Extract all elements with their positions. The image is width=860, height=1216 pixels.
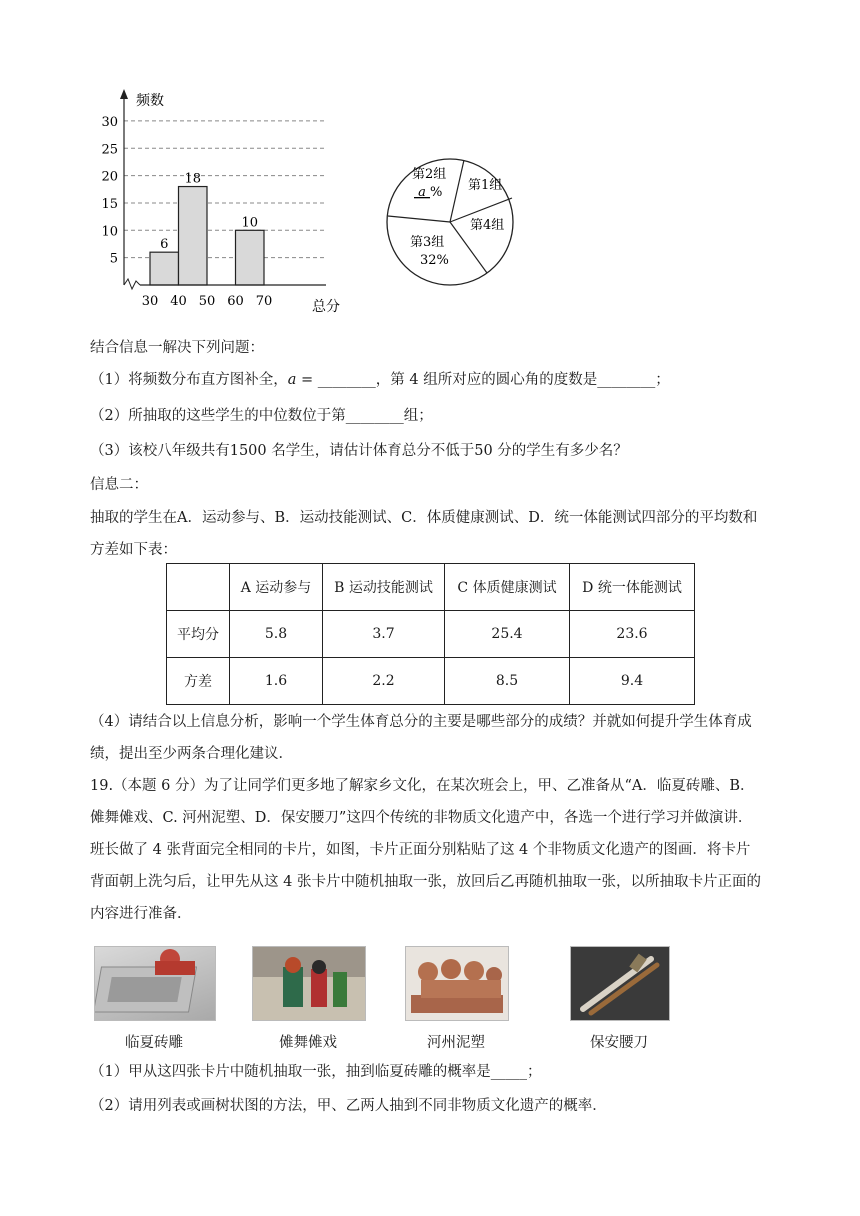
x-tick-label: 60	[227, 294, 244, 309]
table-header-row	[167, 564, 695, 611]
table-header-cell	[167, 564, 230, 611]
pie-slice-label: 第1组	[468, 178, 503, 193]
x-axis-label: 总分	[312, 299, 340, 315]
table-cell: 25.4	[445, 611, 570, 658]
table-cell: 8.5	[445, 658, 570, 705]
table-header-cell: B 运动技能测试	[323, 564, 445, 611]
axis-break-icon	[124, 279, 140, 289]
question-1	[90, 370, 670, 390]
histogram-grid	[124, 121, 326, 258]
table-cell: 2.2	[323, 658, 445, 705]
table-header-cell: A 运动参与	[230, 564, 323, 611]
table-cell: 1.6	[230, 658, 323, 705]
pie-chart	[380, 150, 530, 290]
y-axis-arrow-icon	[120, 89, 128, 99]
histogram-bar	[150, 252, 179, 285]
variable-a: a	[287, 372, 297, 388]
table-cell: 平均分	[167, 611, 230, 658]
bar-value-label: 10	[241, 215, 259, 231]
table-cell: 9.4	[570, 658, 695, 705]
info2-description: 抽取的学生在A．运动参与、B．运动技能测试、C．体质健康测试、D．统一体能测试四部分的平均数和方差如下表：	[90, 510, 758, 558]
image-caption: 保安腰刀	[590, 1035, 648, 1051]
x-tick-label: 50	[198, 294, 216, 309]
pie-slice-label: 第2组	[412, 167, 447, 182]
problem-19-question-1: （1）甲从这四张卡片中随机抽取一张，抽到临夏砖雕的概率是_____；	[90, 1064, 542, 1080]
pie-slice-label: 第4组	[470, 218, 505, 233]
y-tick-label: 25	[101, 142, 118, 158]
pie-slice-label: 第3组	[410, 235, 445, 250]
table-cell: 方差	[167, 658, 230, 705]
y-tick-label: 15	[101, 196, 118, 212]
pie-slice-value: a %	[414, 185, 443, 200]
problem-19: 19.（本题 6 分）为了让同学们更多地了解家乡文化，在某次班会上，甲、乙准备从“A．临夏砖雕、B．傩舞傩戏、C. 河州泥塑、D．保安腰刀”这四个传统的非物质文化遗产中，各选一个进行学习并做演讲．班长做了 4 张背面完全相同的卡片，如图，卡片正面分别粘贴了这 4 个非物质文化遗产的图画．将卡片背面朝上洗匀后，让甲先从这 4 张卡片中随机抽取一张，放回后乙再随机抽取一张，以所抽取卡片正面的内容进行准备．	[90, 778, 761, 922]
intro-text: 结合信息一解决下列问题：	[90, 340, 264, 356]
brick-carving-photo	[94, 946, 216, 1021]
clay-sculpture-photo	[405, 946, 509, 1021]
table-row	[167, 658, 695, 705]
table-cell: 3.7	[323, 611, 445, 658]
y-axis-label: 频数	[136, 93, 164, 109]
bar-value-label: 6	[160, 237, 169, 253]
image-caption: 傩舞傩戏	[279, 1035, 337, 1051]
pie-slice-value: 32%	[420, 253, 449, 268]
bonan-knife-photo	[570, 946, 670, 1021]
x-tick-label: 30	[141, 294, 159, 309]
table-cell: 5.8	[230, 611, 323, 658]
histogram-bar	[236, 230, 265, 285]
y-tick-label: 30	[101, 114, 118, 130]
info2-heading: 信息二：	[90, 477, 148, 493]
question-2: （2）所抽取的这些学生的中位数位于第________组；	[90, 408, 433, 424]
nuo-dance-photo	[252, 946, 366, 1021]
question-3: （3）该校八年级共有1500 名学生，请估计体育总分不低于50 分的学生有多少名？	[90, 443, 628, 459]
table-row	[167, 611, 695, 658]
y-tick-label: 10	[101, 224, 118, 240]
table-header-cell: C 体质健康测试	[445, 564, 570, 611]
problem-19-question-2: （2）请用列表或画树状图的方法，甲、乙两人抽到不同非物质文化遗产的概率．	[90, 1098, 607, 1114]
stats-table	[166, 563, 695, 705]
image-caption: 临夏砖雕	[125, 1035, 183, 1051]
y-tick-label: 5	[109, 251, 118, 267]
histogram-chart	[90, 85, 360, 320]
histogram-bars	[150, 187, 264, 285]
bar-value-label: 18	[184, 171, 202, 187]
table-cell: 23.6	[570, 611, 695, 658]
table-header-cell: D 统一体能测试	[570, 564, 695, 611]
y-tick-label: 20	[101, 169, 118, 185]
x-tick-label: 40	[170, 294, 187, 309]
histogram-bar	[179, 187, 208, 285]
question-1-part-b: = ________，第 4 组所对应的圆心角的度数是________；	[296, 372, 670, 388]
question-1-part-a: （1）将频数分布直方图补全，	[90, 372, 288, 388]
question-4: （4）请结合以上信息分析，影响一个学生体育总分的主要是哪些部分的成绩？并就如何提升学生体育成绩，提出至少两条合理化建议．	[90, 714, 752, 762]
image-caption: 河州泥塑	[427, 1035, 485, 1051]
x-tick-label: 70	[255, 294, 273, 309]
